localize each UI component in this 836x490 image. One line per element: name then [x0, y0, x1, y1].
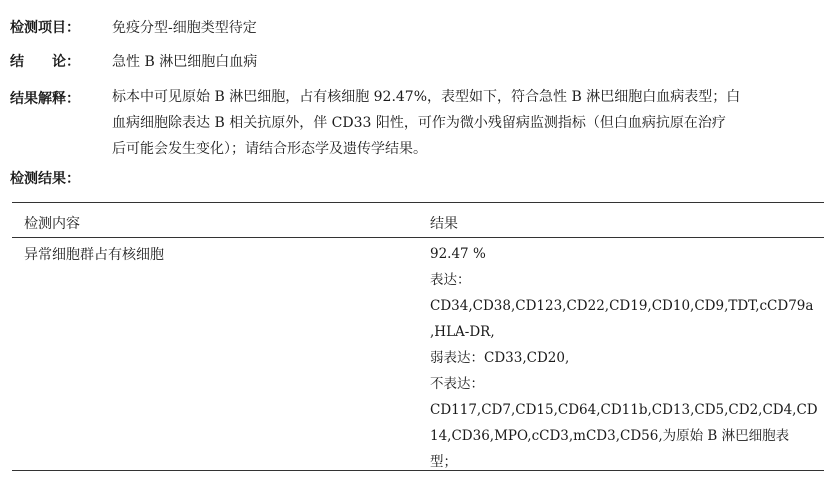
result-line: 92.47 %: [430, 246, 486, 262]
result-line: 不表达：: [430, 376, 484, 392]
result-line: 型；: [430, 454, 457, 470]
detection-item-label: 检测项目：: [10, 20, 80, 36]
interpretation-line: 标本中可见原始 B 淋巴细胞，占有核细胞 92.47%，表型如下，符合急性 B 淋巴细胞白血病表型；白: [112, 89, 741, 105]
results-label: 检测结果：: [10, 171, 80, 187]
result-line: CD34,CD38,CD123,CD22,CD19,CD10,CD9,TDT,cCD79a: [430, 298, 814, 314]
result-line: 表达：: [430, 272, 471, 288]
table-top-rule: [12, 202, 824, 203]
conclusion-value: 急性 B 淋巴细胞白血病: [112, 54, 258, 70]
table-header-result: 结果: [430, 216, 458, 232]
interpretation-line: 血病细胞除表达 B 相关抗原外，伴 CD33 阳性，可作为微小残留病监测指标（但白血病抗原在治疗: [112, 115, 726, 131]
interpretation-text: [112, 84, 824, 162]
table-row-name: 异常细胞群占有核细胞: [24, 247, 164, 263]
conclusion-label: 结 论：: [10, 54, 80, 70]
result-line: CD117,CD7,CD15,CD64,CD11b,CD13,CD5,CD2,CD4,CD: [430, 402, 818, 418]
interpretation-line: 后可能会发生变化）；请结合形态学及遗传学结果。: [112, 141, 427, 157]
table-bottom-rule: [12, 470, 824, 471]
table-row-result: [430, 241, 820, 475]
table-header-content: 检测内容: [24, 216, 80, 232]
table-header-rule: [12, 237, 824, 238]
result-line: 14,CD36,MPO,cCD3,mCD3,CD56,为原始 B 淋巴细胞表: [430, 428, 790, 444]
detection-item-value: 免疫分型-细胞类型待定: [112, 20, 257, 36]
result-line: 弱表达：CD33,CD20,: [430, 350, 570, 366]
interpretation-label: 结果解释：: [10, 91, 80, 107]
result-line: ,HLA-DR,: [430, 324, 495, 340]
